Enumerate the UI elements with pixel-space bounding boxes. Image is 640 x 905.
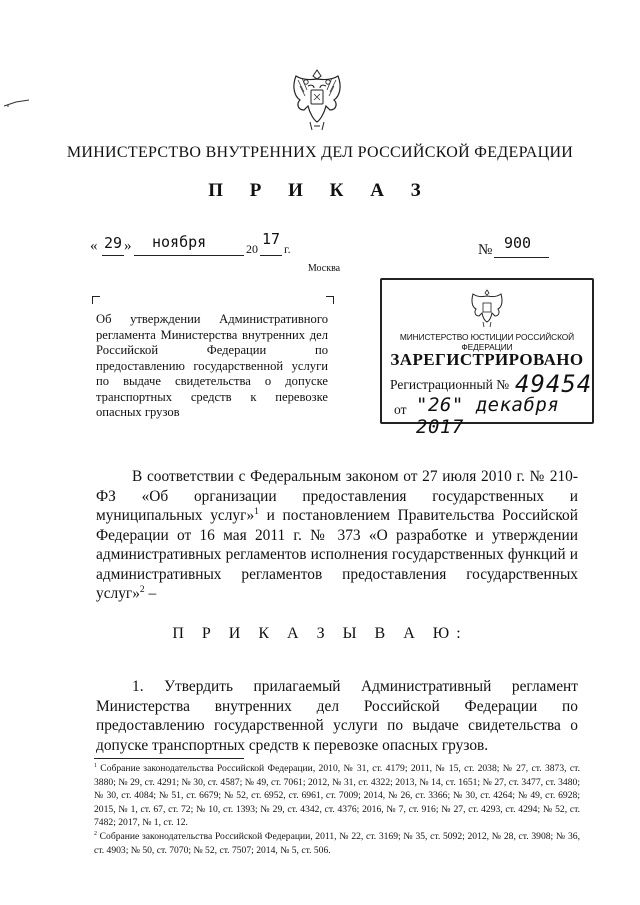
date-line: [90, 230, 310, 262]
footnote-1-text: Собрание законодательства Российской Федерации, 2010, № 31, ст. 4179; 2011, № 15, ст. 2038; № 27, ст. 3873, ст. 3880; № 29, ст. 4291; № 30, ст. 4587; № 49, ст. 7061; 2012, № 31, ст. 4322; 2013, № 14, ст. 1651; № 27, ст. 3477, ст. 3480; № 30, ст. 4084; № 51, ст. 6679; № 52, ст. 6952, ст. 6961, ст. 7009; 2014, № 26, ст. 3366; № 30, ст. 4264; № 49, ст. 6928; 2015, № 1, ст. 67, ст. 72; № 10, ст. 1393; № 29, ст. 4342, ст. 4376; 2016, № 7, ст. 916; № 27, ст. 4293, ст. 4294; № 52, ст. 7482; 2017, № 1, ст. 12.: [94, 763, 580, 829]
date-year-mark: г.: [284, 242, 291, 256]
number-underline: [494, 257, 549, 258]
month-underline: [134, 255, 244, 256]
date-open-quote: «: [90, 238, 98, 254]
ministry-name: МИНИСТЕРСТВО ВНУТРЕННИХ ДЕЛ РОССИЙСКОЙ ФЕДЕРАЦИИ: [66, 144, 574, 161]
footnote-2-mark: 2: [94, 830, 97, 837]
footnote-2: [94, 830, 580, 857]
stamp-emblem-icon: [469, 288, 505, 328]
footnote-ref-2: 2: [139, 583, 145, 595]
number-label: №: [478, 242, 493, 258]
footnote-2-text: Собрание законодательства Российской Федерации, 2011, № 22, ст. 3169; № 35, ст. 5092; 2012, № 28, ст. 3908; № 36, ст. 4903; № 50, ст. 7070; № 52, ст. 7507; 2014, № 5, ст. 506.: [94, 830, 580, 856]
stamp-from-label: от: [394, 402, 407, 417]
preamble-text-1: В соответствии с Федеральным законом от 27 июля 2010 г. № 210-ФЗ «Об организации предоставления государственных и муниципальных услуг»: [96, 468, 578, 524]
stamp-registered: ЗАРЕГИСТРИРОВАНО: [390, 350, 584, 369]
document-title: П Р И К А З: [208, 180, 432, 201]
footnote-1-mark: 1: [94, 762, 97, 769]
date-close-quote: »: [124, 238, 132, 254]
date-month: ноября: [152, 233, 207, 251]
stamp-ministry: МИНИСТЕРСТВО ЮСТИЦИИ РОССИЙСКОЙ ФЕДЕРАЦИИ: [399, 332, 575, 352]
coat-of-arms-icon: [288, 66, 346, 138]
footnote-ref-1: 1: [254, 505, 259, 517]
city: Москва: [307, 263, 341, 274]
scan-mark-icon: [2, 96, 32, 110]
order-heading: П Р И К А З Ы В А Ю:: [172, 625, 468, 642]
preamble-paragraph: [96, 467, 578, 604]
date-year-suffix: 17: [262, 230, 281, 248]
order-subject: Об утверждении Административного регламента Министерства внутренних дел Российской Федерации по предоставлению государственной услуги по выдаче свидетельства о допуске транспортных средств к перевозке опасных грузов: [96, 312, 328, 419]
stamp-date: "26" декабря 2017: [416, 394, 560, 438]
corner-top-left-icon: [92, 296, 100, 304]
corner-top-right-icon: [326, 296, 334, 304]
order-number: 900: [504, 234, 532, 252]
day-underline: [102, 255, 124, 256]
preamble-text-2: и постановлением Правительства Российской Федерации от 16 мая 2011 г. № 373 «О разработке и утверждении административных регламентов исполнения государственных функций и административных регламентов предоставления государственных услуг»: [96, 507, 578, 602]
date-day: 29: [104, 234, 123, 252]
order-item-1: [96, 677, 578, 755]
registration-stamp: [380, 278, 594, 438]
preamble-end: –: [144, 585, 157, 602]
footnote-1: [94, 762, 580, 830]
stamp-regno: 49454: [515, 370, 593, 398]
footnotes: [94, 762, 580, 857]
footnote-separator: [94, 758, 244, 759]
order-item-1-text: 1. Утвердить прилагаемый Административный регламент Министерства внутренних дел Российской Федерации по предоставлению государственной услуги по выдаче свидетельства о допуске транспортных средств к перевозке опасных грузов.: [96, 678, 578, 754]
date-year-prefix: 20: [246, 242, 258, 256]
stamp-regno-label: Регистрационный №: [390, 377, 510, 392]
year-underline: [260, 255, 282, 256]
